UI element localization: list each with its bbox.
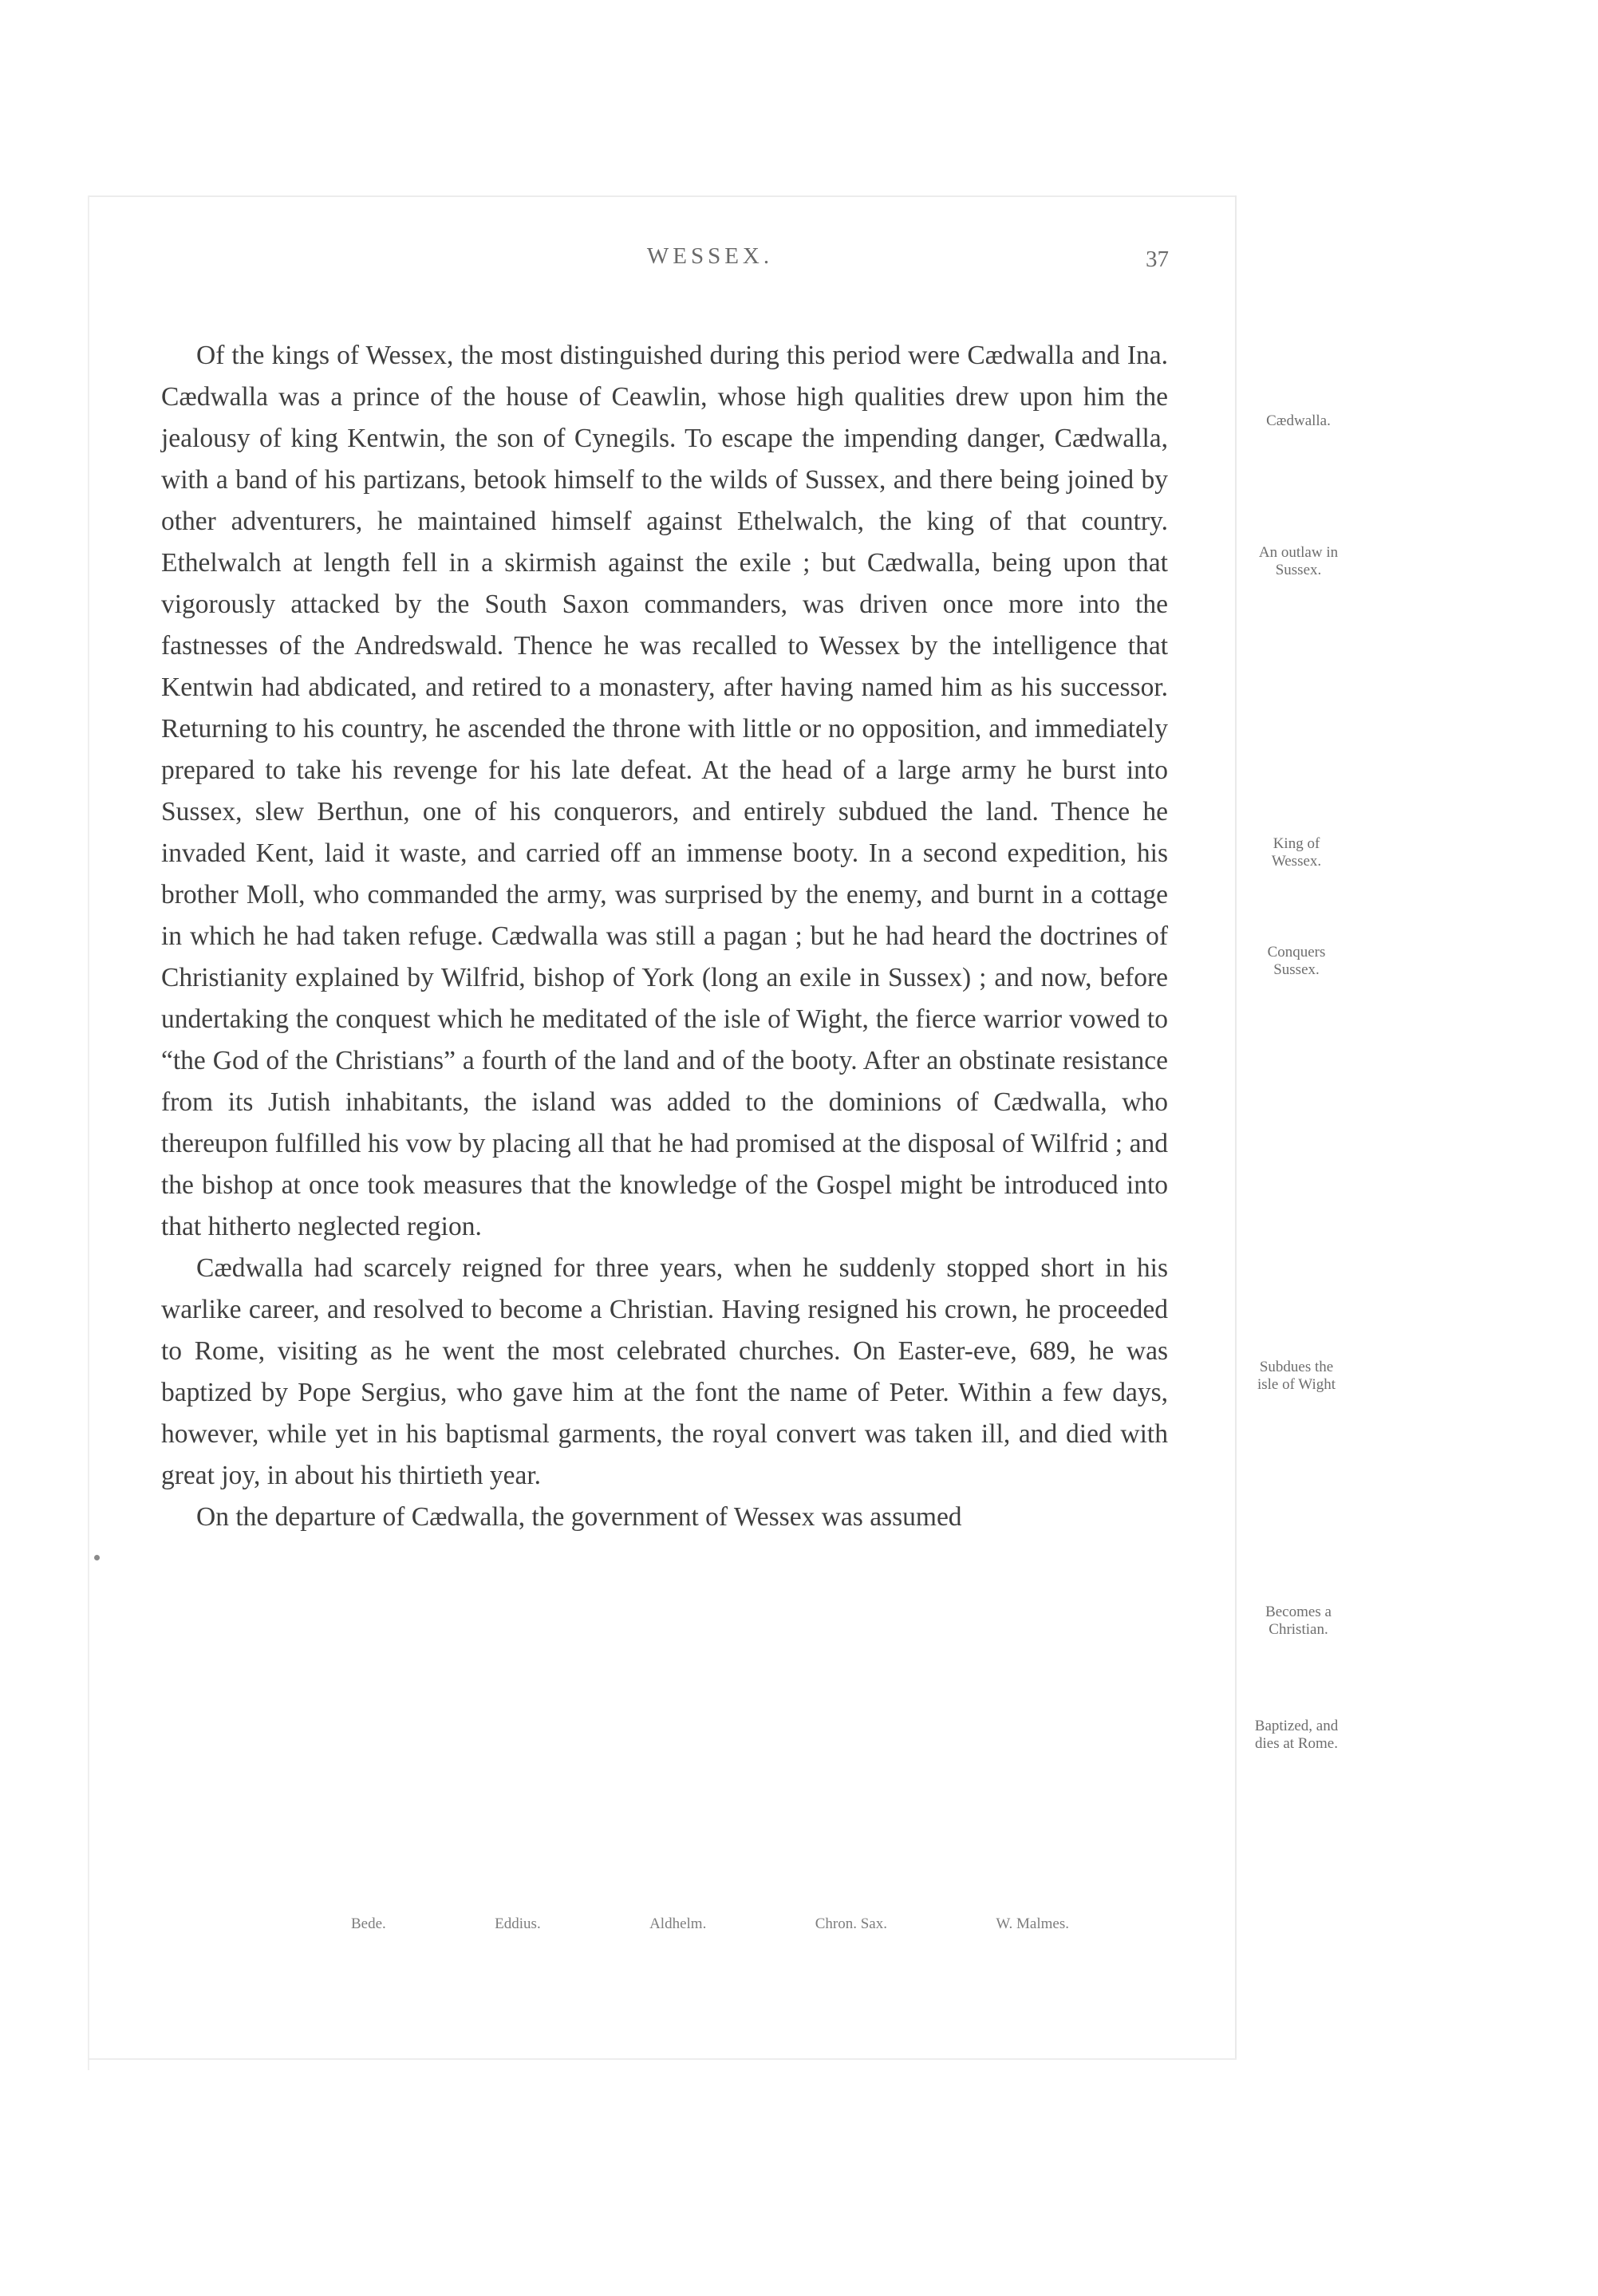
source-citation: W. Malmes. — [996, 1915, 1069, 1932]
body-text — [161, 335, 1168, 1538]
page-border-top — [88, 195, 1237, 197]
margin-note-king: King of Wessex. — [1271, 835, 1322, 870]
footer-sources — [351, 1915, 1069, 1933]
margin-note-caedwalla: Cædwalla. — [1266, 412, 1331, 429]
margin-dot — [94, 1555, 100, 1560]
margin-note-conquers: Conquers Sussex. — [1267, 944, 1326, 978]
margin-note-rome: Baptized, and dies at Rome. — [1254, 1718, 1339, 1752]
margin-note-christian: Becomes a Christian. — [1265, 1604, 1332, 1638]
paragraph: Cædwalla had scarcely reigned for three years, when he suddenly stopped short in his warlike career, and resolved to become a Christian. Having resigned his crown, he proceeded to Rome, visiting as he went the most celebrated churches. On Easter-eve, 689, he was baptized by Pope Sergius, who gave him at the font the name of Peter. Within a few days, however, while yet in his baptismal garments, the royal convert was taken ill, and died with great joy, in about his thirtieth year. — [161, 1253, 1168, 1490]
page-border-right — [1235, 195, 1237, 2058]
running-head — [160, 243, 1169, 291]
source-citation: Eddius. — [495, 1915, 541, 1932]
page-number: 37 — [1146, 247, 1169, 272]
source-citation: Chron. Sax. — [815, 1915, 887, 1932]
paragraph: On the departure of Cædwalla, the government of Wessex was assumed — [196, 1502, 962, 1532]
running-title: WESSEX. — [646, 243, 774, 269]
page-border-left — [88, 195, 89, 2070]
source-citation: Aldhelm. — [649, 1915, 707, 1932]
margin-note-outlaw: An outlaw in Sussex. — [1258, 544, 1339, 578]
paragraph: Of the kings of Wessex, the most distinguished during this period were Cædwalla and Ina. Cædwalla was a prince of the house of Ceawlin, whose high qualities drew upon him the jealousy of king Kentwin, the son of Cynegils. To escape the impending danger, Cædwalla, with a band of his partizans, betook himself to the wilds of Sussex, and there being joined by other adventurers, he maintained himself against Ethelwalch, the king of that country. Ethelwalch at length fell in a skirmish against the exile ; but Cædwalla, being upon that vigorously attacked by the South Saxon commanders, was driven once more into the fastnesses of the Andredswald. Thence he was recalled to Wessex by the intelligence that Kentwin had abdicated, and retired to a monastery, after having named him as his successor. Returning to his country, he ascended the throne with little or no opposition, and immediately prepared to take his revenge for his late defeat. At the head of a large army he burst into Sussex, slew Berthun, one of his conquerors, and entirely subdued the land. Thence he invaded Kent, laid it waste, and carried off an immense booty. In a second expedition, his brother Moll, who commanded the army, was surprised by the enemy, and burnt in a cottage in which he had taken refuge. Cædwalla was still a pagan ; but he had heard the doctrines of Christianity explained by Wilfrid, bishop of York (long an exile in Sussex) ; and now, before undertaking the conquest which he meditated of the isle of Wight, the fierce warrior vowed to “the God of the Christians” a fourth of the land and of the booty. After an obstinate resistance from its Jutish inhabitants, the island was added to the dominions of Cædwalla, who thereupon fulfilled his vow by placing all that he had promised at the disposal of Wilfrid ; and the bishop at once took measures that the knowledge of the Gospel might be introduced into that hitherto neglected region. — [161, 341, 1168, 1241]
page-border-bottom — [88, 2058, 1237, 2060]
margin-note-wight: Subdues the isle of Wight — [1257, 1359, 1336, 1393]
source-citation: Bede. — [351, 1915, 386, 1932]
